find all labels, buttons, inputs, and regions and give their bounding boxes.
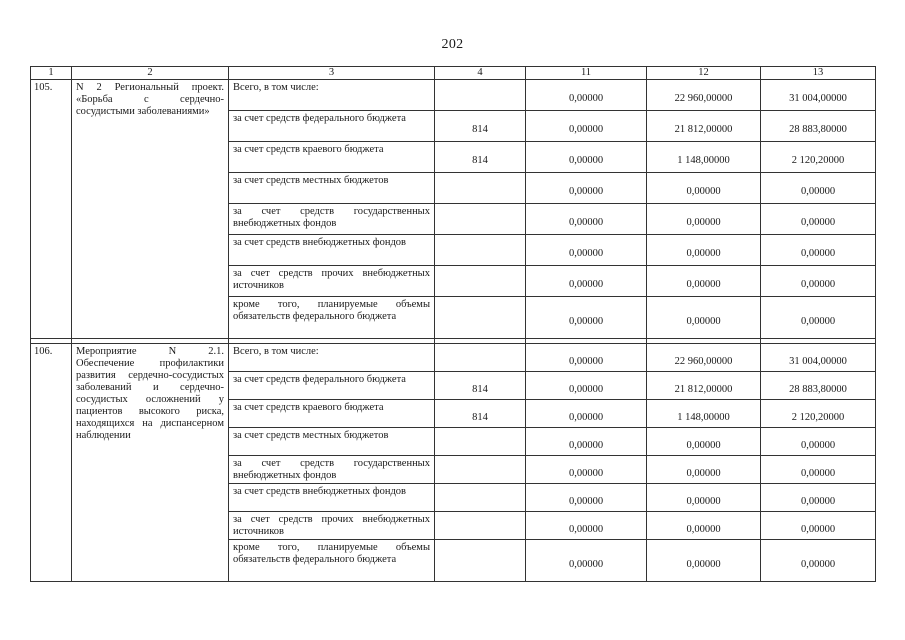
value-col-12: 0,00000 [647,266,761,297]
column-header: 4 [435,67,526,80]
source-label: за счет средств местных бюджетов [229,173,435,204]
budget-table [30,66,876,582]
source-label: за счет средств федерального бюджета [229,111,435,142]
value-col-12: 21 812,00000 [647,111,761,142]
value-col-13: 2 120,20000 [761,142,876,173]
value-col-12: 0,00000 [647,540,761,582]
code-cell [435,344,526,372]
value-col-11: 0,00000 [526,111,647,142]
header-row [31,67,876,80]
value-col-12: 0,00000 [647,235,761,266]
row-index: 106. [31,344,72,582]
row-index: 105. [31,80,72,339]
column-header: 13 [761,67,876,80]
value-col-12: 21 812,00000 [647,372,761,400]
source-label: Всего, в том числе: [229,80,435,111]
value-col-12: 22 960,00000 [647,344,761,372]
source-label: за счет средств прочих внебюджетных источников [229,266,435,297]
column-header: 2 [72,67,229,80]
value-col-12: 0,00000 [647,484,761,512]
source-label: за счет средств краевого бюджета [229,142,435,173]
code-cell [435,204,526,235]
code-cell: 814 [435,400,526,428]
source-label: за счет средств государственных внебюджетных фондов [229,204,435,235]
value-col-12: 0,00000 [647,456,761,484]
code-cell [435,80,526,111]
code-cell [435,428,526,456]
code-cell: 814 [435,142,526,173]
value-col-13: 0,00000 [761,235,876,266]
page-number: 202 [441,37,464,52]
value-col-11: 0,00000 [526,173,647,204]
value-col-11: 0,00000 [526,142,647,173]
value-col-13: 0,00000 [761,484,876,512]
value-col-13: 28 883,80000 [761,372,876,400]
value-col-12: 1 148,00000 [647,142,761,173]
source-label: за счет средств краевого бюджета [229,400,435,428]
value-col-13: 0,00000 [761,204,876,235]
code-cell: 814 [435,111,526,142]
source-label: за счет средств федерального бюджета [229,372,435,400]
value-col-13: 0,00000 [761,266,876,297]
value-col-13: 31 004,00000 [761,344,876,372]
value-col-13: 31 004,00000 [761,80,876,111]
value-col-12: 0,00000 [647,173,761,204]
group-title: N 2 Региональный проект. «Борьба с сердечно-сосудистыми заболеваниями» [72,80,229,339]
source-label: Всего, в том числе: [229,344,435,372]
value-col-11: 0,00000 [526,428,647,456]
code-cell [435,540,526,582]
value-col-11: 0,00000 [526,266,647,297]
value-col-11: 0,00000 [526,235,647,266]
table-row [31,80,876,111]
column-header: 1 [31,67,72,80]
value-col-11: 0,00000 [526,484,647,512]
value-col-12: 0,00000 [647,512,761,540]
value-col-13: 2 120,20000 [761,400,876,428]
value-col-11: 0,00000 [526,540,647,582]
value-col-11: 0,00000 [526,297,647,339]
value-col-11: 0,00000 [526,344,647,372]
code-cell [435,266,526,297]
source-label: за счет средств местных бюджетов [229,428,435,456]
source-label: кроме того, планируемые объемы обязательств федерального бюджета [229,540,435,582]
column-header: 11 [526,67,647,80]
code-cell [435,173,526,204]
value-col-13: 0,00000 [761,173,876,204]
value-col-13: 0,00000 [761,428,876,456]
value-col-11: 0,00000 [526,204,647,235]
value-col-13: 0,00000 [761,512,876,540]
value-col-12: 0,00000 [647,204,761,235]
value-col-12: 0,00000 [647,428,761,456]
table-row [31,344,876,372]
column-header: 12 [647,67,761,80]
code-cell [435,297,526,339]
source-label: за счет средств внебюджетных фондов [229,484,435,512]
value-col-11: 0,00000 [526,372,647,400]
value-col-11: 0,00000 [526,80,647,111]
group-title: Мероприятие N 2.1. Обеспечение профилактики развития сердечно-сосудистых заболеваний и сердечно-сосудистых осложнений у пациентов высокого риска, находящихся на диспансерном наблюдении [72,344,229,582]
value-col-11: 0,00000 [526,456,647,484]
column-header: 3 [229,67,435,80]
code-cell [435,484,526,512]
value-col-13: 0,00000 [761,456,876,484]
value-col-12: 0,00000 [647,297,761,339]
code-cell [435,456,526,484]
source-label: кроме того, планируемые объемы обязательств федерального бюджета [229,297,435,339]
value-col-11: 0,00000 [526,400,647,428]
value-col-12: 22 960,00000 [647,80,761,111]
code-cell: 814 [435,372,526,400]
value-col-13: 0,00000 [761,540,876,582]
code-cell [435,512,526,540]
value-col-11: 0,00000 [526,512,647,540]
value-col-13: 0,00000 [761,297,876,339]
value-col-13: 28 883,80000 [761,111,876,142]
source-label: за счет средств прочих внебюджетных источников [229,512,435,540]
source-label: за счет средств внебюджетных фондов [229,235,435,266]
value-col-12: 1 148,00000 [647,400,761,428]
code-cell [435,235,526,266]
source-label: за счет средств государственных внебюджетных фондов [229,456,435,484]
